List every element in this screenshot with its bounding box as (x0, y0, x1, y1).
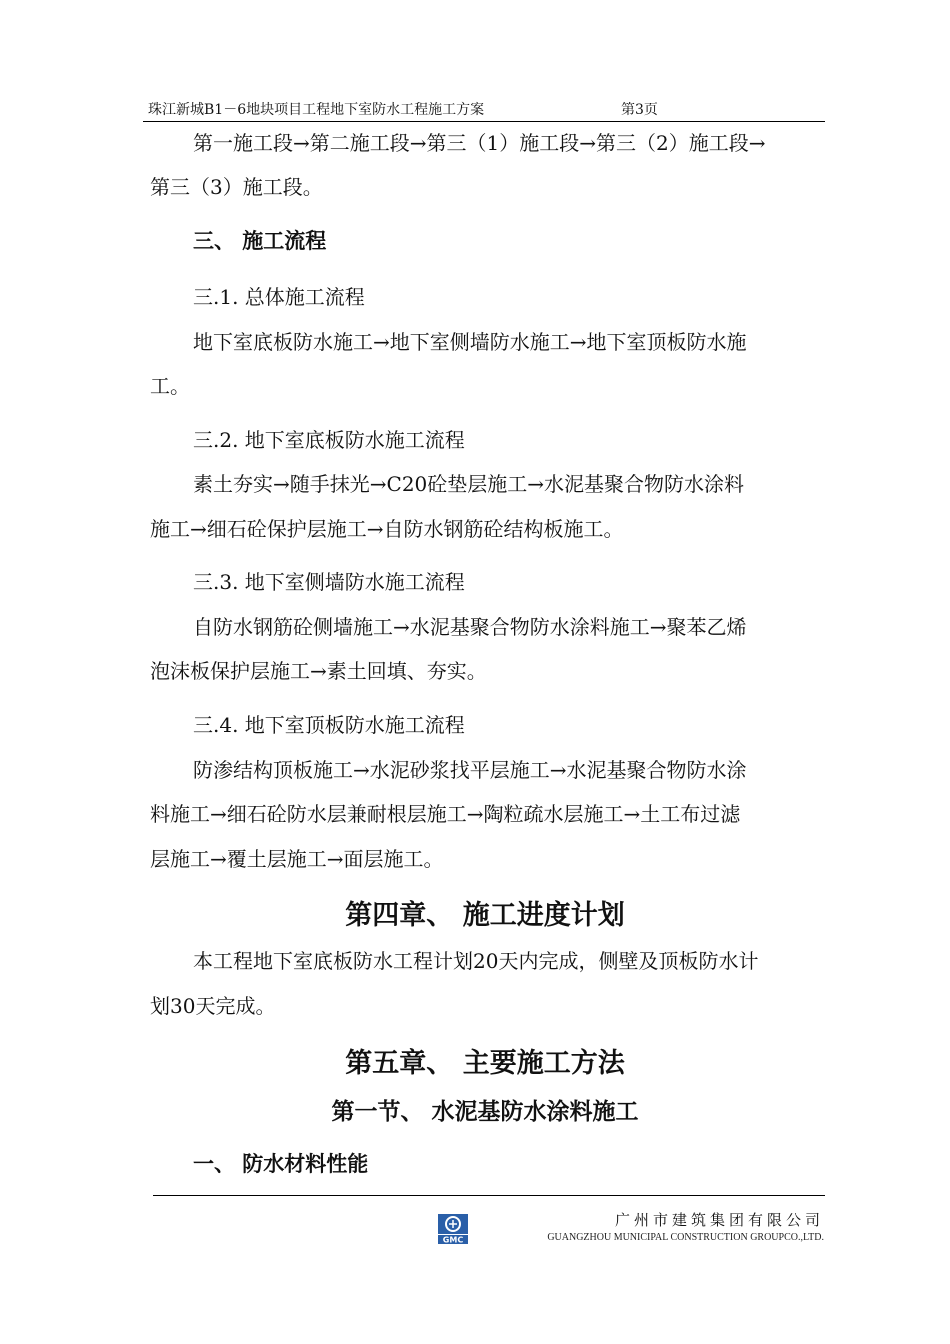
company-name-cn: 广州市建筑集团有限公司 (614, 1211, 824, 1229)
paragraph-line: 第一施工段→第二施工段→第三（1）施工段→第三（2）施工段→ (193, 131, 766, 155)
paragraph-line: 划30天完成。 (150, 994, 276, 1018)
paragraph-line: 本工程地下室底板防水工程计划20天内完成，侧壁及顶板防水计 (193, 949, 759, 973)
heading-3: 三、 施工流程 (193, 229, 327, 253)
subheading-3-3: 三.3. 地下室侧墙防水施工流程 (193, 570, 465, 594)
paragraph-line: 防渗结构顶板施工→水泥砂浆找平层施工→水泥基聚合物防水涂 (193, 758, 747, 782)
paragraph-line: 第三（3）施工段。 (150, 175, 323, 199)
paragraph-line: 料施工→细石砼防水层兼耐根层施工→陶粒疏水层施工→土工布过滤 (150, 802, 741, 826)
paragraph-line: 素土夯实→随手抹光→C20砼垫层施工→水泥基聚合物防水涂料 (193, 472, 745, 496)
paragraph-line: 地下室底板防水施工→地下室侧墙防水施工→地下室顶板防水施 (193, 330, 747, 354)
paragraph-line: 泡沫板保护层施工→素土回填、夯实。 (150, 659, 487, 683)
logo-text: GMC (442, 1235, 464, 1245)
chapter-4-title: 第四章、 施工进度计划 (345, 900, 625, 931)
heading-1: 一、 防水材料性能 (193, 1152, 369, 1176)
header-page-number: 第3页 (621, 102, 658, 118)
paragraph-line: 自防水钢筋砼侧墙施工→水泥基聚合物防水涂料施工→聚苯乙烯 (193, 615, 747, 639)
paragraph-line: 施工→细石砼保护层施工→自防水钢筋砼结构板施工。 (150, 517, 624, 541)
company-name-en: GUANGZHOU MUNICIPAL CONSTRUCTION GROUPCO.,LTD. (547, 1232, 824, 1243)
subheading-3-4: 三.4. 地下室顶板防水施工流程 (193, 713, 465, 737)
paragraph-line: 工。 (150, 374, 190, 398)
header-rule (143, 121, 825, 122)
chapter-5-title: 第五章、 主要施工方法 (345, 1048, 625, 1079)
subheading-3-1: 三.1. 总体施工流程 (193, 285, 365, 309)
company-logo-icon (437, 1213, 469, 1245)
header-title: 珠江新城B1－6地块项目工程地下室防水工程施工方案 (148, 102, 485, 118)
subheading-3-2: 三.2. 地下室底板防水施工流程 (193, 428, 465, 452)
paragraph-line: 层施工→覆土层施工→面层施工。 (150, 847, 444, 871)
footer-rule (153, 1195, 825, 1196)
section-1-title: 第一节、 水泥基防水涂料施工 (331, 1099, 639, 1125)
